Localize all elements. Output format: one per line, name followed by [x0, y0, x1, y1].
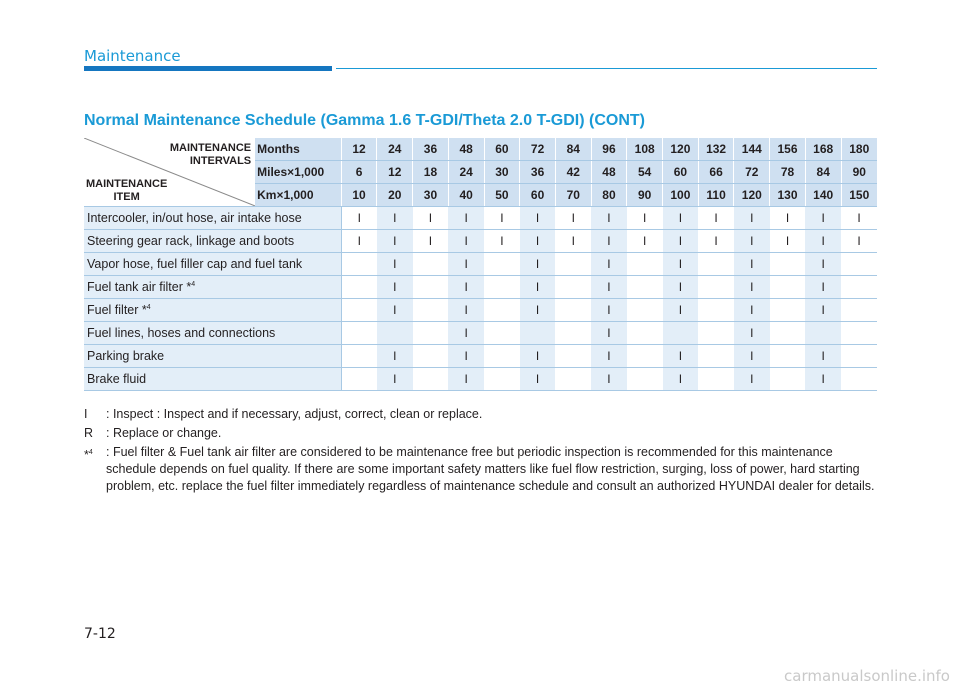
schedule-cell	[484, 253, 520, 276]
schedule-cell: I	[520, 207, 556, 230]
interval-value: 72	[520, 138, 556, 161]
schedule-cell	[484, 345, 520, 368]
interval-value: 60	[520, 184, 556, 207]
interval-value: 96	[591, 138, 627, 161]
legend-note	[84, 406, 884, 423]
footnote-ref: 4	[146, 303, 151, 311]
interval-value: 140	[805, 184, 841, 207]
interval-value: 40	[448, 184, 484, 207]
schedule-cell	[341, 368, 377, 391]
schedule-cell: I	[484, 230, 520, 253]
schedule-cell: I	[734, 207, 770, 230]
table-row	[84, 299, 877, 322]
schedule-cell	[841, 299, 877, 322]
corner-label-intervals: MAINTENANCE INTERVALS	[169, 142, 252, 167]
legend-note	[84, 444, 884, 495]
schedule-cell: I	[377, 207, 413, 230]
schedule-title: Normal Maintenance Schedule (Gamma 1.6 T-GDI/Theta 2.0 T-GDI) (CONT)	[84, 112, 645, 129]
schedule-cell: I	[734, 230, 770, 253]
schedule-cell	[555, 322, 591, 345]
schedule-cell: I	[805, 345, 841, 368]
schedule-cell: I	[413, 207, 449, 230]
schedule-cell	[484, 368, 520, 391]
schedule-cell	[413, 276, 449, 299]
interval-value: 66	[698, 161, 734, 184]
interval-value: 108	[627, 138, 663, 161]
schedule-cell: I	[591, 276, 627, 299]
schedule-cell: I	[377, 299, 413, 322]
schedule-cell: I	[663, 368, 699, 391]
schedule-cell: I	[591, 322, 627, 345]
schedule-cell: I	[448, 207, 484, 230]
schedule-cell: I	[591, 299, 627, 322]
schedule-cell	[841, 368, 877, 391]
schedule-cell	[698, 276, 734, 299]
interval-value: 84	[555, 138, 591, 161]
interval-value: 48	[448, 138, 484, 161]
interval-value: 12	[341, 138, 377, 161]
interval-value: 120	[734, 184, 770, 207]
interval-value: 36	[520, 161, 556, 184]
interval-value: 78	[770, 161, 806, 184]
schedule-cell: I	[734, 368, 770, 391]
schedule-cell: I	[805, 276, 841, 299]
schedule-cell: I	[448, 345, 484, 368]
schedule-cell: I	[341, 230, 377, 253]
schedule-cell	[627, 276, 663, 299]
schedule-cell	[627, 253, 663, 276]
schedule-cell: I	[805, 299, 841, 322]
schedule-cell: I	[520, 299, 556, 322]
schedule-cell	[698, 345, 734, 368]
schedule-cell: I	[663, 345, 699, 368]
schedule-cell: I	[591, 368, 627, 391]
table-row	[84, 253, 877, 276]
schedule-cell	[663, 322, 699, 345]
schedule-cell: I	[448, 322, 484, 345]
schedule-cell: I	[555, 207, 591, 230]
interval-value: 10	[341, 184, 377, 207]
footnote-ref: 4	[88, 449, 93, 456]
schedule-cell	[805, 322, 841, 345]
schedule-cell: I	[734, 345, 770, 368]
legend-notes	[84, 406, 884, 497]
item-name: Fuel filter *$^4$	[84, 299, 341, 322]
schedule-cell: I	[520, 345, 556, 368]
schedule-cell: I	[734, 322, 770, 345]
interval-value: 84	[805, 161, 841, 184]
schedule-cell	[770, 299, 806, 322]
item-name: Fuel lines, hoses and connections	[84, 322, 341, 345]
item-name: Parking brake	[84, 345, 341, 368]
schedule-cell	[555, 345, 591, 368]
schedule-cell	[341, 253, 377, 276]
schedule-cell: I	[413, 230, 449, 253]
schedule-cell: I	[520, 276, 556, 299]
schedule-cell	[520, 322, 556, 345]
table-row	[84, 345, 877, 368]
table-row	[84, 230, 877, 253]
interval-value: 12	[377, 161, 413, 184]
schedule-cell: I	[805, 368, 841, 391]
schedule-table-body	[84, 138, 877, 391]
schedule-cell: I	[770, 230, 806, 253]
note-text: : Inspect : Inspect and if necessary, adjust, correct, clean or replace.	[106, 407, 483, 421]
item-name: Brake fluid	[84, 368, 341, 391]
schedule-cell: I	[663, 253, 699, 276]
schedule-cell	[698, 368, 734, 391]
interval-value: 60	[484, 138, 520, 161]
interval-value: 144	[734, 138, 770, 161]
watermark-text: carmanualsonline.info	[784, 667, 950, 685]
note-text: : Fuel filter & Fuel tank air filter are considered to be maintenance free but periodic inspection is recommended for this maintenance schedule depends on fuel quality. If there are some important safety matters like fuel flow restriction, surging, loss of power, hard starting problem, etc. replace the fuel filter immediately regardless of maintenance schedule and consult an authorized HYUNDAI dealer for details.	[106, 445, 875, 493]
schedule-cell: I	[448, 368, 484, 391]
interval-value: 24	[448, 161, 484, 184]
interval-value: 90	[627, 184, 663, 207]
schedule-cell	[770, 253, 806, 276]
interval-label: Km×1,000	[255, 184, 341, 207]
schedule-cell	[341, 299, 377, 322]
interval-value: 180	[841, 138, 877, 161]
interval-value: 36	[413, 138, 449, 161]
table-corner-header	[84, 138, 255, 207]
schedule-cell	[770, 345, 806, 368]
item-name: Intercooler, in/out hose, air intake hose	[84, 207, 341, 230]
schedule-cell	[413, 299, 449, 322]
header-rule-thick	[84, 66, 332, 71]
note-marker: *$^4$	[84, 448, 93, 463]
schedule-cell: I	[448, 253, 484, 276]
interval-value: 156	[770, 138, 806, 161]
interval-value: 80	[591, 184, 627, 207]
schedule-cell	[698, 299, 734, 322]
footnote-ref: 4	[191, 280, 196, 288]
schedule-cell	[841, 322, 877, 345]
schedule-cell: I	[341, 207, 377, 230]
interval-value: 100	[663, 184, 699, 207]
schedule-cell: I	[448, 230, 484, 253]
schedule-cell	[555, 299, 591, 322]
schedule-cell: I	[627, 207, 663, 230]
schedule-cell: I	[377, 368, 413, 391]
interval-value: 54	[627, 161, 663, 184]
schedule-cell: I	[841, 230, 877, 253]
interval-value: 60	[663, 161, 699, 184]
schedule-cell	[555, 276, 591, 299]
item-name: Vapor hose, fuel filler cap and fuel tank	[84, 253, 341, 276]
corner-label-item: MAINTENANCE ITEM	[86, 178, 168, 203]
schedule-cell: I	[591, 207, 627, 230]
schedule-cell	[484, 322, 520, 345]
schedule-cell: I	[734, 276, 770, 299]
schedule-cell: I	[377, 253, 413, 276]
interval-label: Months	[255, 138, 341, 161]
note-marker: I	[84, 407, 88, 421]
schedule-cell	[413, 322, 449, 345]
header-rule-thin	[336, 68, 877, 69]
interval-row-months	[84, 138, 877, 161]
schedule-cell	[698, 253, 734, 276]
schedule-cell: I	[377, 345, 413, 368]
interval-label: Miles×1,000	[255, 161, 341, 184]
interval-value: 150	[841, 184, 877, 207]
schedule-cell: I	[734, 299, 770, 322]
legend-note	[84, 425, 884, 442]
schedule-cell: I	[377, 230, 413, 253]
interval-value: 30	[413, 184, 449, 207]
schedule-cell	[341, 322, 377, 345]
section-title: Maintenance	[84, 47, 181, 65]
schedule-cell	[555, 368, 591, 391]
schedule-cell: I	[520, 253, 556, 276]
schedule-cell: I	[377, 276, 413, 299]
schedule-cell: I	[555, 230, 591, 253]
interval-value: 120	[663, 138, 699, 161]
table-row	[84, 207, 877, 230]
schedule-cell: I	[484, 207, 520, 230]
schedule-cell	[770, 276, 806, 299]
schedule-cell: I	[591, 230, 627, 253]
schedule-cell: I	[805, 253, 841, 276]
interval-value: 110	[698, 184, 734, 207]
schedule-cell: I	[698, 207, 734, 230]
schedule-cell	[484, 276, 520, 299]
schedule-cell: I	[663, 230, 699, 253]
schedule-cell	[555, 253, 591, 276]
schedule-cell: I	[627, 230, 663, 253]
schedule-cell	[377, 322, 413, 345]
schedule-cell: I	[841, 207, 877, 230]
schedule-cell	[841, 345, 877, 368]
interval-value: 48	[591, 161, 627, 184]
schedule-cell: I	[698, 230, 734, 253]
maintenance-schedule-table	[84, 138, 877, 391]
schedule-cell	[413, 368, 449, 391]
schedule-cell: I	[591, 345, 627, 368]
schedule-cell: I	[805, 207, 841, 230]
schedule-cell: I	[663, 276, 699, 299]
interval-value: 168	[805, 138, 841, 161]
schedule-cell	[841, 253, 877, 276]
note-marker: R	[84, 426, 94, 440]
schedule-cell	[627, 368, 663, 391]
schedule-cell	[484, 299, 520, 322]
interval-value: 132	[698, 138, 734, 161]
interval-value: 18	[413, 161, 449, 184]
interval-value: 72	[734, 161, 770, 184]
interval-value: 30	[484, 161, 520, 184]
table-row	[84, 276, 877, 299]
interval-value: 6	[341, 161, 377, 184]
schedule-cell: I	[591, 253, 627, 276]
schedule-cell: I	[448, 299, 484, 322]
schedule-cell	[770, 368, 806, 391]
table-row	[84, 368, 877, 391]
table-row	[84, 322, 877, 345]
schedule-cell	[627, 299, 663, 322]
schedule-cell: I	[520, 230, 556, 253]
interval-value: 50	[484, 184, 520, 207]
schedule-cell	[341, 345, 377, 368]
note-text: : Replace or change.	[106, 426, 222, 440]
schedule-cell: I	[663, 299, 699, 322]
schedule-cell: I	[448, 276, 484, 299]
schedule-cell: I	[520, 368, 556, 391]
schedule-cell	[627, 345, 663, 368]
schedule-cell	[698, 322, 734, 345]
schedule-cell	[841, 276, 877, 299]
interval-value: 20	[377, 184, 413, 207]
item-name: Steering gear rack, linkage and boots	[84, 230, 341, 253]
schedule-cell: I	[770, 207, 806, 230]
schedule-cell: I	[663, 207, 699, 230]
schedule-cell	[341, 276, 377, 299]
interval-value: 24	[377, 138, 413, 161]
schedule-cell: I	[734, 253, 770, 276]
page-number: 7-12	[84, 626, 116, 642]
interval-value: 90	[841, 161, 877, 184]
item-name: Fuel tank air filter *$^4$	[84, 276, 341, 299]
schedule-cell	[413, 253, 449, 276]
schedule-cell: I	[805, 230, 841, 253]
interval-value: 70	[555, 184, 591, 207]
schedule-cell	[770, 322, 806, 345]
interval-value: 42	[555, 161, 591, 184]
interval-value: 130	[770, 184, 806, 207]
schedule-cell	[627, 322, 663, 345]
schedule-cell	[413, 345, 449, 368]
